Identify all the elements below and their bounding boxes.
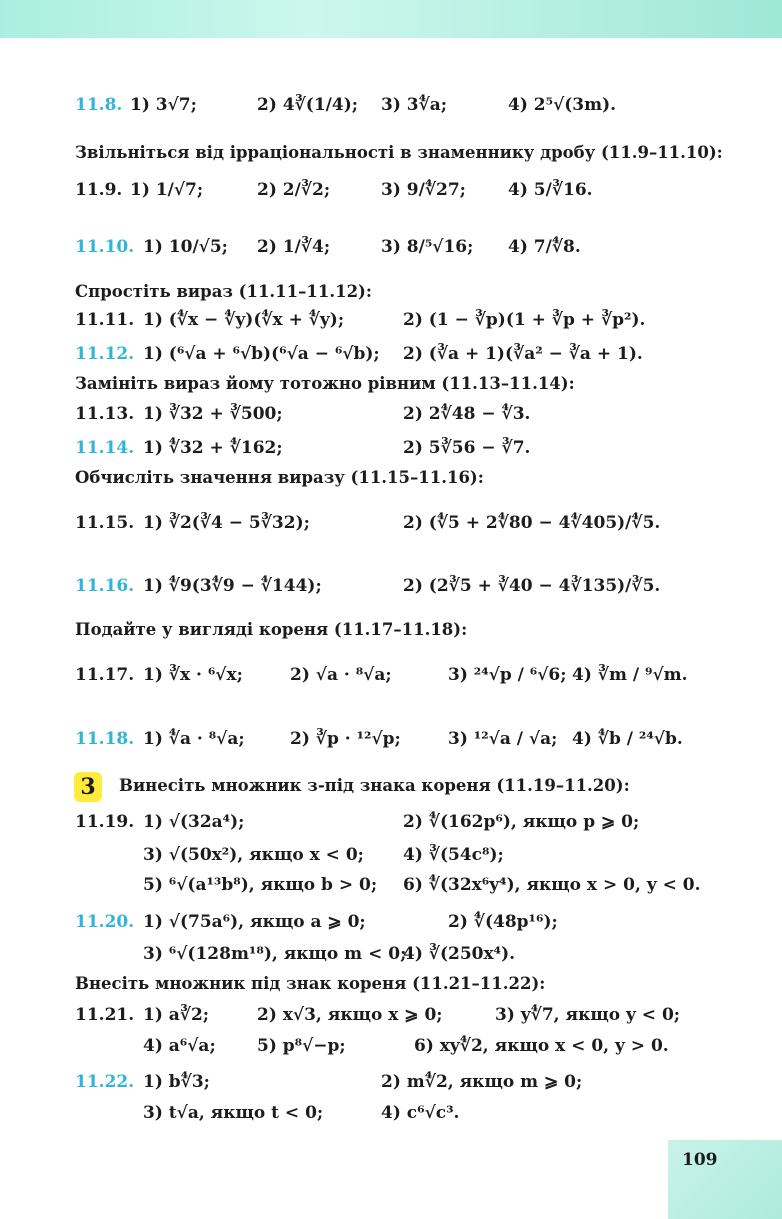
section-heading-rationalize: Звільніться від ірраціональності в знаменнику дробу (11.9–11.10): — [75, 143, 723, 162]
item-4: 4) ∛(250x⁴). — [403, 944, 516, 964]
exercise-number: 11.14. — [75, 438, 135, 458]
item-2: 2) (1 − ∛p)(1 + ∛p + ∛p²). — [403, 310, 646, 330]
item-4: 4) ∜b / ²⁴√b. — [572, 729, 683, 749]
item-6: 6) ∜(32x⁶y⁴), якщо x > 0, y < 0. — [403, 875, 701, 895]
exercise-number: 11.18. — [75, 729, 135, 749]
item-3: 3) y∜7, якщо y < 0; — [495, 1005, 681, 1025]
item-1: 1) b∜3; — [143, 1072, 210, 1092]
exercise-number: 11.17. — [75, 665, 135, 685]
item-1: 1) (∜x − ∜y)(∜x + ∜y); — [143, 310, 345, 330]
section-heading-factor-out: Винесіть множник з-під знака кореня (11.19–11.20): — [119, 776, 630, 795]
item-1: 1) ∜9(3∜9 − ∜144); — [143, 576, 322, 596]
item-1: 1) √(75a⁶), якщо a ⩾ 0; — [143, 912, 366, 932]
item-4: 4) 2⁵√(3m). — [508, 95, 617, 115]
item-3: 3) ⁶√(128m¹⁸), якщо m < 0; — [143, 944, 407, 964]
item-3: 3) 8/⁵√16; — [381, 237, 474, 257]
item-1: 1) 1/√7; — [130, 180, 204, 200]
item-2: 2) 5∛56 − ∛7. — [403, 438, 531, 458]
exercise-number: 11.9. — [75, 180, 123, 200]
item-2: 2) 2/∛2; — [257, 180, 331, 200]
page-number: 109 — [682, 1150, 718, 1170]
section-heading-factor-in: Внесіть множник під знак кореня (11.21–11.22): — [75, 974, 546, 993]
exercise-number: 11.21. — [75, 1005, 135, 1025]
item-3: 3) 3∜a; — [381, 95, 448, 115]
exercise-number: 11.13. — [75, 404, 135, 424]
item-2: 2) ∜(48p¹⁶); — [448, 912, 558, 932]
item-3: 3) t√a, якщо t < 0; — [143, 1103, 324, 1123]
section-heading-calculate: Обчисліть значення виразу (11.15–11.16): — [75, 468, 484, 487]
item-4: 4) 7/∜8. — [508, 237, 581, 257]
exercise-number: 11.15. — [75, 513, 135, 533]
item-2: 2) m∜2, якщо m ⩾ 0; — [381, 1072, 583, 1092]
item-2: 2) √a · ⁸√a; — [290, 665, 392, 685]
item-4: 4) ∛m / ⁹√m. — [572, 665, 688, 685]
section-heading-simplify: Спростіть вираз (11.11–11.12): — [75, 282, 372, 301]
item-1: 1) ∛2(∛4 − 5∛32); — [143, 513, 310, 533]
exercise-number: 11.11. — [75, 310, 135, 330]
item-5: 5) ⁶√(a¹³b⁸), якщо b > 0; — [143, 875, 378, 895]
exercise-number: 11.20. — [75, 912, 135, 932]
item-1: 1) √(32a⁴); — [143, 812, 245, 832]
item-1: 1) 3√7; — [130, 95, 197, 115]
item-2: 2) (∜5 + 2∜80 − 4∜405)/∜5. — [403, 513, 661, 533]
level-badge: 3 — [74, 772, 102, 802]
exercise-number: 11.22. — [75, 1072, 135, 1092]
exercise-number: 11.8. — [75, 95, 123, 115]
item-1: 1) a∛2; — [143, 1005, 210, 1025]
top-decorative-band — [0, 0, 782, 38]
item-2: 2) ∛p · ¹²√p; — [290, 729, 401, 749]
item-4: 4) ∛(54c⁸); — [403, 845, 504, 865]
item-5: 5) p⁸√−p; — [257, 1036, 346, 1056]
item-2: 2) 4∛(1/4); — [257, 95, 359, 115]
item-1: 1) ∜32 + ∜162; — [143, 438, 283, 458]
item-4: 4) 5/∛16. — [508, 180, 593, 200]
item-1: 1) ∛32 + ∛500; — [143, 404, 283, 424]
exercise-number: 11.16. — [75, 576, 135, 596]
item-1: 1) (⁶√a + ⁶√b)(⁶√a − ⁶√b); — [143, 344, 380, 364]
item-6: 6) xy∜2, якщо x < 0, y > 0. — [414, 1036, 669, 1056]
item-2: 2) (∛a + 1)(∛a² − ∛a + 1). — [403, 344, 643, 364]
item-2: 2) ∜(162p⁶), якщо p ⩾ 0; — [403, 812, 640, 832]
item-2: 2) 2∜48 − ∜3. — [403, 404, 531, 424]
item-4: 4) a⁶√a; — [143, 1036, 216, 1056]
item-3: 3) ¹²√a / √a; — [448, 729, 558, 749]
item-1: 1) ∛x · ⁶√x; — [143, 665, 243, 685]
item-1: 1) ∜a · ⁸√a; — [143, 729, 245, 749]
exercise-number: 11.10. — [75, 237, 135, 257]
item-2: 2) 1/∛4; — [257, 237, 331, 257]
section-heading-root-form: Подайте у вигляді кореня (11.17–11.18): — [75, 620, 468, 639]
exercise-number: 11.19. — [75, 812, 135, 832]
item-3: 3) √(50x²), якщо x < 0; — [143, 845, 364, 865]
item-4: 4) c⁶√c³. — [381, 1103, 460, 1123]
item-3: 3) ²⁴√p / ⁶√6; — [448, 665, 567, 685]
item-3: 3) 9/∜27; — [381, 180, 466, 200]
section-heading-identical: Замініть вираз йому тотожно рівним (11.13–11.14): — [75, 374, 575, 393]
item-2: 2) x√3, якщо x ⩾ 0; — [257, 1005, 443, 1025]
exercise-number: 11.12. — [75, 344, 135, 364]
item-2: 2) (2∛5 + ∛40 − 4∛135)/∛5. — [403, 576, 661, 596]
item-1: 1) 10/√5; — [143, 237, 228, 257]
